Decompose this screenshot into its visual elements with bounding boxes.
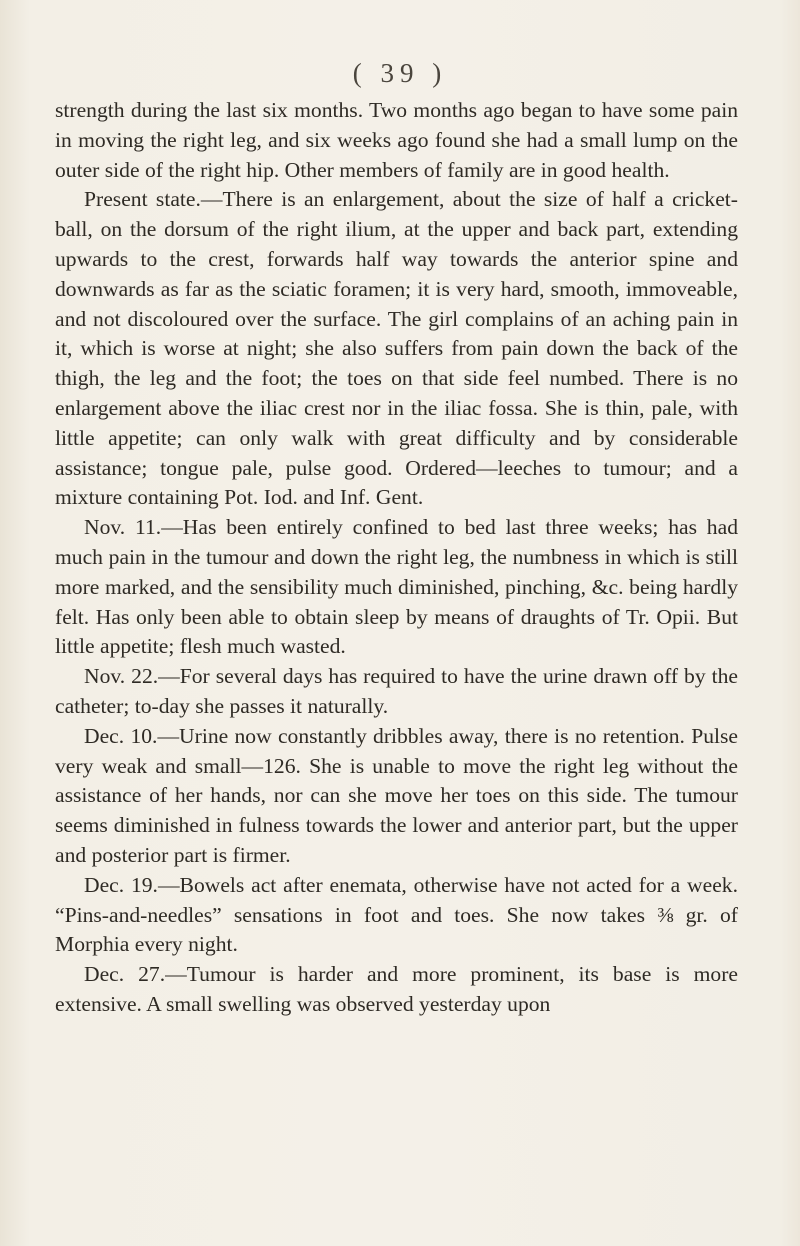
- paragraph-dec-27: Dec. 27.—Tumour is harder and more prominent, its base is more extensive. A small swelling was observed yesterday upon: [55, 962, 738, 1016]
- page-body: [55, 96, 738, 1020]
- paragraph-dec-10: Dec. 10.—Urine now constantly dribbles away, there is no retention. Pulse very weak and small—126. She is unable to move the right leg without the assistance of her hands, nor can she move her toes on this side. The tumour seems diminished in fulness towards the lower and anterior part, but the upper and posterior part is firmer.: [55, 723, 738, 867]
- page-number: ( 39 ): [352, 58, 448, 88]
- paragraph-present-state: Present state.—There is an enlargement, about the size of half a cricket-ball, on the dorsum of the right ilium, at the upper and back part, extending upwards to the crest, forwards half way towards the anterior spine and downwards as far as the sciatic foramen; it is very hard, smooth, immoveable, and not discoloured over the surface. The girl complains of an aching pain in it, which is worse at night; she also suffers from pain down the back of the thigh, the leg and the foot; the toes on that side feel numbed. There is no enlargement above the iliac crest nor in the iliac fossa. She is thin, pale, with little appetite; can only walk with great difficulty and by considerable assistance; tongue pale, pulse good. Ordered—leeches to tumour; and a mixture containing Pot. Iod. and Inf. Gent.: [55, 187, 738, 510]
- paragraph-nov-11: Nov. 11.—Has been entirely confined to bed last three weeks; has had much pain in the tumour and down the right leg, the numbness in which is still more marked, and the sensibility much diminished, pinching, &c. being hardly felt. Has only been able to obtain sleep by means of draughts of Tr. Opii. But little appetite; flesh much wasted.: [55, 515, 738, 659]
- paragraph-dec-19: Dec. 19.—Bowels act after enemata, otherwise have not acted for a week. “Pins-and-needles” sensations in foot and toes. She now takes ⅜ gr. of Morphia every night.: [55, 872, 738, 957]
- paragraph-nov-22: Nov. 22.—For several days has required to have the urine drawn off by the catheter; to-day she passes it naturally.: [55, 664, 738, 718]
- paragraph-continuation: strength during the last six months. Two months ago began to have some pain in moving the right leg, and six weeks ago found she had a small lump on the outer side of the right hip. Other members of family are in good health.: [55, 98, 738, 182]
